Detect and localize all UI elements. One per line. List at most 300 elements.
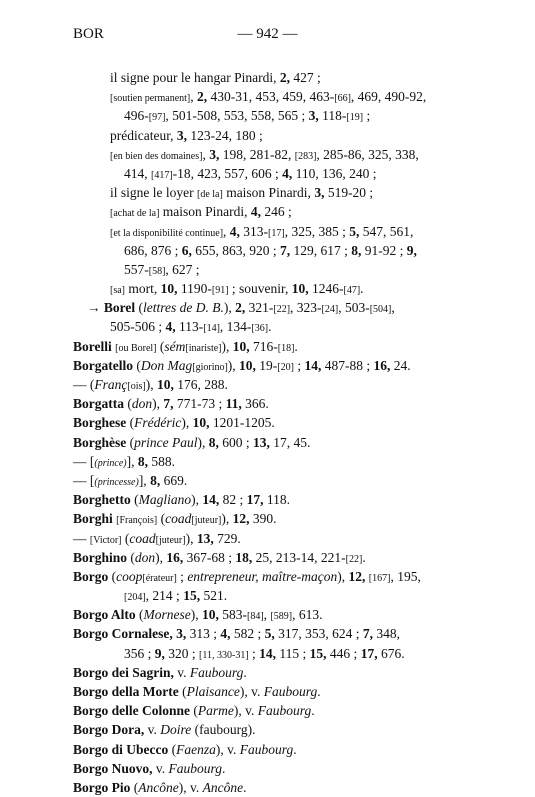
index-text: 9,: [154, 645, 165, 661]
index-text: —: [73, 530, 90, 546]
index-text: [inariste]: [185, 342, 222, 354]
index-text: (: [126, 415, 135, 431]
index-text: [504]: [369, 304, 392, 316]
index-text: 10,: [192, 415, 210, 431]
index-text: ), v.: [215, 741, 240, 757]
index-line: [0, 471, 535, 490]
index-text: 348,: [373, 626, 401, 642]
index-text: 17,: [246, 492, 264, 508]
index-text: ;: [293, 357, 305, 373]
index-text: maison Pinardi,: [159, 204, 251, 220]
index-line: [0, 68, 535, 87]
index-text: sém: [164, 338, 186, 354]
index-text: 14,: [202, 492, 220, 508]
index-text: 118-: [318, 108, 347, 124]
index-text: 11,: [225, 396, 242, 412]
index-text: don: [134, 549, 156, 565]
index-text: .: [360, 281, 364, 297]
index-text: ),: [223, 300, 236, 316]
index-text: 24.: [390, 357, 411, 373]
index-text: [22]: [273, 304, 291, 316]
index-text: 3,: [176, 127, 188, 143]
index-text: ,: [190, 89, 197, 105]
index-text: 3,: [314, 185, 325, 201]
index-text: (: [135, 300, 143, 316]
index-text: Plaisance: [186, 684, 240, 699]
index-text: 4,: [165, 319, 176, 335]
index-text: , 627 ;: [165, 261, 200, 277]
index-text: 8,: [150, 472, 161, 488]
index-text: 110, 136, 240 ;: [292, 165, 377, 181]
page-number: — 942 —: [237, 26, 298, 42]
index-text: lettres de D. B.: [143, 300, 224, 316]
index-text: 2,: [235, 300, 246, 316]
index-text: (: [108, 568, 117, 584]
index-text: , 195,: [390, 568, 421, 584]
index-text: [en bien des domaines]: [110, 150, 203, 162]
index-text: ],: [126, 453, 138, 469]
index-line: [0, 356, 535, 375]
index-text: ),: [155, 549, 167, 565]
index-text: Frédéric: [134, 415, 182, 431]
index-text: [167]: [368, 572, 391, 584]
index-text: 82 ;: [219, 492, 247, 508]
index-text: .: [362, 549, 366, 565]
index-text: 3,: [209, 146, 220, 162]
index-text: — [: [73, 472, 95, 488]
index-line: [0, 183, 535, 202]
index-text: Faubourg: [189, 664, 244, 680]
index-text: [achat de la]: [110, 208, 160, 220]
index-line: [0, 202, 535, 221]
index-text: Faenza: [176, 741, 216, 757]
index-text: [58]: [148, 265, 166, 277]
index-text: Borghese: [73, 415, 127, 431]
index-text: [18]: [277, 342, 295, 354]
index-text: (: [121, 530, 130, 546]
index-text: 356 ;: [124, 645, 155, 661]
index-text: (: [157, 511, 166, 527]
index-text: Borgo Pio: [73, 779, 131, 795]
index-text: .: [222, 760, 226, 776]
index-text: ),: [190, 607, 202, 623]
index-text: [24]: [321, 304, 339, 316]
index-text: (: [127, 549, 135, 565]
index-text: prince Paul: [134, 434, 198, 450]
index-text: ; souvenir,: [228, 281, 292, 297]
index-line: [0, 279, 535, 298]
index-text: 18,: [235, 549, 253, 565]
index-text: 716-: [249, 338, 278, 354]
index-line: [0, 605, 535, 624]
index-text: 547, 561,: [359, 223, 414, 239]
index-line: [0, 164, 535, 183]
index-text: [soutien permanent]: [110, 93, 191, 105]
index-text: 10,: [160, 281, 178, 297]
index-text: Franç: [94, 377, 128, 392]
index-line: [0, 126, 535, 145]
index-text: 16,: [166, 549, 184, 565]
index-text: 505-506 ;: [110, 319, 166, 335]
index-line: [0, 529, 535, 548]
index-text: coad: [129, 530, 156, 546]
index-text: [589]: [270, 611, 293, 623]
index-text: 1246-: [308, 281, 344, 297]
index-text: ),: [145, 377, 157, 392]
index-text: [19]: [346, 112, 364, 124]
index-text: Faubourg: [263, 684, 318, 699]
index-text: 2,: [197, 89, 208, 105]
index-text: Borgo Dora,: [73, 722, 145, 738]
index-text: , 323-: [290, 300, 322, 316]
index-text: -18, 423, 557, 606 ;: [172, 165, 283, 181]
index-text: (princesse): [94, 476, 139, 488]
index-text: ,: [263, 607, 271, 623]
index-text: 10,: [291, 281, 309, 297]
index-text: v.: [152, 760, 169, 776]
index-text: mort,: [125, 281, 161, 297]
index-text: Ancône: [138, 779, 179, 795]
index-text: (: [135, 607, 144, 623]
index-text: (: [133, 357, 141, 373]
index-text: [Victor]: [89, 534, 122, 546]
index-text: 13,: [196, 530, 214, 546]
index-text: 600 ;: [218, 434, 254, 450]
index-line: [0, 740, 535, 759]
index-text: Borgo dei Sagrin,: [73, 664, 174, 680]
index-text: [juteur]: [191, 515, 222, 527]
index-text: [giorino]: [192, 361, 228, 373]
index-text: 446 ;: [326, 645, 361, 661]
index-line: [0, 298, 535, 317]
index-text: 367-68 ;: [183, 549, 236, 565]
index-text: [36]: [251, 323, 269, 335]
index-text: [47]: [343, 285, 361, 297]
index-text: coad: [165, 511, 192, 527]
index-text: ),: [227, 357, 240, 373]
index-text: ),: [221, 338, 233, 354]
index-text: 10,: [156, 377, 174, 392]
index-text: 16,: [373, 357, 391, 373]
index-text: 676.: [377, 645, 405, 661]
index-text: [et la disponibilité continue]: [110, 227, 224, 239]
index-text: ],: [138, 472, 151, 488]
index-text: .: [268, 319, 272, 335]
index-text: 588.: [147, 453, 175, 469]
index-text: [érateur]: [142, 572, 177, 584]
index-text: 13,: [253, 434, 270, 450]
index-text: 771-73 ;: [173, 396, 226, 412]
index-line: [0, 87, 535, 106]
index-text: .: [243, 664, 247, 680]
index-text: 321-: [245, 300, 274, 316]
index-text: ),: [197, 434, 209, 450]
index-text: Ancône: [202, 779, 244, 795]
index-text: 1190-: [177, 281, 212, 297]
index-text: prédicateur,: [110, 127, 177, 143]
index-line: [0, 624, 535, 643]
index-text: Borgatta: [73, 396, 124, 412]
index-line: [0, 509, 535, 528]
index-line: [0, 337, 535, 356]
index-text: .: [293, 741, 297, 757]
index-text: [14]: [203, 323, 220, 335]
index-text: 115 ;: [276, 645, 310, 661]
index-text: 521.: [200, 588, 228, 604]
index-line: [0, 222, 535, 241]
index-text: 519-20 ;: [324, 185, 374, 201]
index-text: Borgo di Ubecco: [73, 741, 169, 757]
index-text: (: [124, 396, 132, 412]
index-text: 686, 876 ;: [124, 242, 182, 258]
page-header: [0, 26, 535, 46]
index-line: [0, 586, 535, 605]
index-text: [sa]: [110, 285, 125, 297]
index-text: 2,: [279, 70, 290, 85]
index-text: ;: [248, 645, 260, 661]
index-text: il signe le loyer: [110, 185, 197, 201]
index-text: ),: [191, 492, 203, 508]
index-text: 19-: [255, 357, 278, 373]
index-text: — [: [73, 453, 95, 469]
index-text: Doire: [160, 722, 192, 738]
index-text: (: [178, 684, 187, 699]
index-text: , 214 ;: [145, 588, 184, 604]
index-text: v.: [173, 664, 190, 680]
index-line: [0, 394, 535, 413]
index-text: 5,: [349, 223, 360, 239]
index-text: 176, 288.: [173, 377, 228, 392]
index-text: 10,: [202, 607, 219, 623]
index-text: , 325, 385 ;: [284, 223, 350, 239]
index-text: Faubourg: [168, 760, 223, 776]
index-text: 366.: [241, 396, 269, 412]
index-text: [juteur]: [155, 534, 186, 546]
index-text: coop: [116, 568, 143, 584]
index-line: [0, 452, 535, 471]
index-text: Borgo Alto: [73, 607, 136, 623]
index-text: 414,: [124, 165, 151, 181]
index-text: Borghino: [73, 549, 128, 565]
index-text: .: [294, 338, 298, 354]
index-text: 4,: [250, 204, 262, 220]
index-text: Borgo Cornalese,: [73, 626, 173, 642]
index-text: entrepreneur, maître-maçon: [187, 568, 338, 584]
index-text: → Borel: [87, 300, 136, 316]
index-text: Faubourg: [239, 741, 294, 757]
index-text: Mornese: [143, 607, 191, 623]
index-entries: [0, 68, 535, 797]
index-text: 5,: [264, 626, 275, 642]
index-text: don: [131, 396, 153, 412]
index-text: Parme: [197, 703, 234, 719]
index-line: [0, 720, 535, 739]
index-text: 14,: [304, 357, 322, 373]
index-text: 12,: [232, 511, 250, 527]
index-text: 7,: [280, 242, 291, 258]
index-line: [0, 241, 535, 260]
index-text: 15,: [183, 588, 201, 604]
index-text: 246 ;: [261, 204, 292, 220]
index-text: 4,: [220, 626, 231, 642]
index-text: (prince): [94, 457, 127, 469]
index-text: (: [130, 779, 139, 795]
index-text: 390.: [249, 511, 277, 527]
index-text: (faubourg).: [191, 722, 256, 738]
index-text: 17,: [360, 645, 378, 661]
index-text: .: [317, 684, 321, 699]
index-text: [66]: [334, 93, 351, 105]
index-line: [0, 548, 535, 567]
index-text: [ou Borel]: [115, 342, 157, 354]
index-text: , 501-508, 553, 558, 565 ;: [165, 108, 309, 124]
index-text: 14,: [259, 645, 277, 661]
index-text: 129, 617 ;: [290, 242, 352, 258]
index-text: (: [168, 741, 177, 757]
index-text: , 469, 490-92,: [350, 89, 427, 105]
index-text: 25, 213-14, 221-: [252, 549, 346, 565]
index-text: [ois]: [127, 381, 146, 392]
index-text: (: [130, 492, 139, 508]
index-text: 7,: [362, 626, 374, 642]
index-text: 4,: [229, 223, 240, 239]
index-text: [97]: [148, 112, 166, 124]
index-text: 8,: [351, 242, 362, 258]
index-text: 313-: [239, 223, 269, 239]
index-text: 113-: [175, 319, 204, 335]
index-text: ), v.: [233, 703, 258, 719]
index-text: Borghèse: [73, 434, 127, 450]
index-line: [0, 778, 535, 797]
index-text: [417]: [151, 169, 173, 181]
index-text: 313 ;: [186, 626, 221, 642]
index-text: [François]: [116, 515, 158, 527]
index-text: 320 ;: [164, 645, 200, 661]
index-text: 6,: [181, 242, 192, 258]
index-text: 91-92 ;: [361, 242, 407, 258]
index-text: 1201-1205.: [209, 415, 275, 431]
index-text: 582 ;: [230, 626, 265, 642]
index-text: [84]: [247, 611, 264, 623]
index-text: 12,: [348, 568, 366, 584]
index-text: 427 ;: [289, 70, 321, 85]
index-text: Magliano: [138, 492, 192, 508]
index-text: ), v.: [178, 779, 203, 795]
index-text: Borgo Nuovo,: [73, 760, 153, 776]
index-text: , 503-: [338, 300, 370, 316]
index-text: 198, 281-82,: [219, 146, 295, 162]
index-text: 8,: [208, 434, 219, 450]
index-text: (: [156, 338, 165, 354]
index-line: [0, 375, 535, 394]
index-text: Borgo delle Colonne: [73, 703, 190, 719]
index-text: ),: [337, 568, 349, 584]
index-text: 10,: [232, 338, 250, 354]
index-text: v.: [144, 722, 161, 738]
index-line: [0, 317, 535, 336]
index-text: 15,: [309, 645, 327, 661]
index-text: ,: [202, 146, 210, 162]
index-line: [0, 260, 535, 279]
index-text: ;: [363, 108, 371, 124]
index-text: ;: [176, 568, 188, 584]
index-line: [0, 759, 535, 778]
index-text: (: [190, 703, 198, 719]
index-line: [0, 701, 535, 720]
index-text: 487-88 ;: [321, 357, 374, 373]
index-text: ,: [223, 223, 230, 239]
index-text: — (: [73, 377, 95, 392]
index-text: ),: [185, 530, 197, 546]
index-text: 10,: [239, 357, 256, 373]
index-text: [283]: [294, 150, 317, 162]
index-text: [91]: [211, 285, 229, 297]
index-text: 655, 863, 920 ;: [191, 242, 281, 258]
index-text: 17, 45.: [269, 434, 311, 450]
index-text: 123-24, 180 ;: [187, 127, 263, 143]
index-text: Borghetto: [73, 492, 131, 508]
index-text: [20]: [277, 361, 294, 373]
index-text: 496-: [124, 108, 149, 124]
index-text: 4,: [282, 165, 293, 181]
index-text: 9,: [406, 242, 417, 258]
index-text: ), v.: [239, 684, 264, 699]
index-text: ),: [152, 396, 164, 412]
index-text: il signe pour le hangar Pinardi,: [110, 70, 280, 85]
index-text: Borgatello: [73, 357, 133, 373]
index-text: Borgo: [73, 568, 109, 584]
index-line: [0, 145, 535, 164]
index-text: Borgo della Morte: [73, 684, 179, 699]
index-text: , 613.: [292, 607, 323, 623]
index-text: maison Pinardi,: [222, 185, 315, 201]
index-text: 7,: [163, 396, 174, 412]
index-text: [17]: [268, 227, 285, 239]
index-text: 583-: [218, 607, 247, 623]
index-text: 3,: [176, 626, 187, 642]
index-text: , 134-: [219, 319, 252, 335]
index-line: [0, 567, 535, 586]
index-text: ,: [391, 300, 395, 316]
index-text: ),: [181, 415, 193, 431]
index-line: [0, 106, 535, 125]
index-line: [0, 433, 535, 452]
index-text: ),: [221, 511, 233, 527]
index-text: 557-: [124, 261, 149, 277]
index-text: [de la]: [196, 189, 223, 201]
index-line: [0, 663, 535, 682]
index-text: Borelli: [73, 338, 112, 354]
index-text: .: [243, 779, 247, 795]
index-text: .: [311, 703, 315, 719]
index-line: [0, 490, 535, 509]
index-text: [11, 330-31]: [199, 649, 249, 661]
index-text: [204]: [124, 592, 146, 604]
index-text: 3,: [308, 108, 319, 124]
index-text: 8,: [137, 453, 148, 469]
index-text: 317, 353, 624 ;: [274, 626, 363, 642]
index-text: 669.: [160, 472, 188, 488]
index-line: [0, 644, 535, 663]
index-text: , 285-86, 325, 338,: [316, 146, 419, 162]
index-text: (: [126, 434, 135, 450]
index-text: [22]: [345, 553, 363, 565]
index-line: [0, 682, 535, 701]
index-text: 729.: [213, 530, 241, 546]
running-headword: BOR: [73, 26, 104, 42]
index-text: 430-31, 453, 459, 463-: [207, 89, 335, 105]
index-text: Faubourg: [257, 703, 312, 719]
